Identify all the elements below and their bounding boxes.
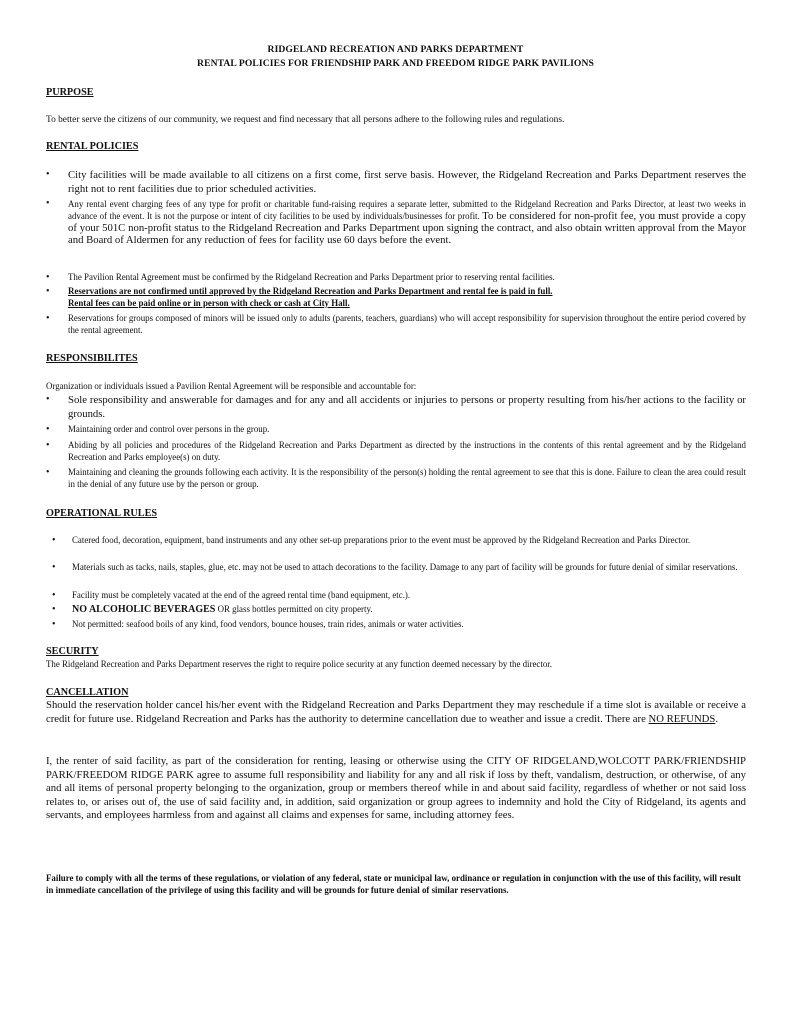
- operational-rule-text: Materials such as tacks, nails, staples, glue, etc. may not be used to attach decorations to the facility. Damage to any part of facility will be grounds for future denial of similar reservations.: [72, 562, 738, 572]
- rental-policy-text: City facilities will be made available to all citizens on a first come, first serve basis. However, the Ridgeland Recreation and Parks Department reserves the right not to rent facilities due to prior scheduled activities.: [68, 169, 746, 195]
- bullet-icon: •: [46, 286, 50, 297]
- security-heading: SECURITY: [46, 646, 99, 657]
- purpose-text: To better serve the citizens of our community, we request and find necessary that all persons adhere to the following rules and regulations.: [46, 115, 565, 125]
- rental-policy-text: [68, 198, 746, 246]
- bullet-icon: •: [46, 440, 50, 451]
- cancellation-body: Should the reservation holder cancel his/her event with the Ridgeland Recreation and Parks Department they may reschedule if a time slot is available or receive a credit for future use. Ridgeland Recreation and Parks has the authority to determine cancellation due to weather and issue a credit. There are: [46, 699, 746, 725]
- liability-agreement-text: I, the renter of said facility, as part of the consideration for renting, leasing or otherwise using the CITY OF RIDGELAND,WOLCOTT PARK/FRIENDSHIP PARK/FREEDOM RIDGE PARK agree to assume full responsibility and liability for any and all risk if loss by theft, vandalism, destruction, or otherwise, of any and all items of personal property belonging to the organization, group or members thereof while in and about said facility, regardless of whether or not said loss relates to, or arises out of, the use of said facility and, in addition, said organization or group agrees to indemnity and hold the City of Ridgeland, its agents and servants, and employees harmless from and against all claims and expenses for same, including attorney fees.: [46, 755, 746, 822]
- document-title-line-1: RIDGELAND RECREATION AND PARKS DEPARTMENT: [267, 44, 524, 55]
- rental-policy-text-part: To be considered for non-profit fee, you must provide a copy of your 501C non-profit status to the Ridgeland Recreation and Parks Department upon signing the contract, and also obtain written approval from the Mayor and Board of Aldermen for any reduction of fees for facility use 60 days before the event.: [68, 210, 746, 246]
- rental-policy-text: Reservations for groups composed of minors will be issued only to adults (parents, teachers, guardians) who will accept responsibility for supervision throughout the entire period covered by the rental agreement.: [68, 313, 746, 335]
- bullet-icon: •: [46, 467, 50, 478]
- purpose-heading: PURPOSE: [46, 87, 94, 98]
- responsibilities-intro: Organization or individuals issued a Pavilion Rental Agreement will be responsible and accountable for:: [46, 381, 417, 391]
- responsibility-text: Maintaining order and control over persons in the group.: [68, 424, 270, 434]
- document-title-line-2: RENTAL POLICIES FOR FRIENDSHIP PARK AND FREEDOM RIDGE PARK PAVILIONS: [197, 58, 594, 69]
- cancellation-text: [46, 699, 746, 726]
- operational-rule-text: Facility must be completely vacated at the end of the agreed rental time (band equipment, etc.).: [72, 590, 411, 600]
- bullet-icon: •: [46, 313, 50, 324]
- rental-policy-text: The Pavilion Rental Agreement must be confirmed by the Ridgeland Recreation and Parks Department prior to reserving rental facilities.: [68, 272, 555, 282]
- rental-policies-heading: RENTAL POLICIES: [46, 141, 139, 152]
- cancellation-end: .: [715, 712, 719, 725]
- responsibility-text: Maintaining and cleaning the grounds following each activity. It is the responsibility of the person(s) holding the rental agreement to see that this is done. Failure to clean the area could result in the denial of any future use by the person or group.: [68, 467, 746, 489]
- bullet-icon: •: [52, 619, 56, 630]
- operational-rule-text: [72, 604, 744, 616]
- compliance-warning-text: Failure to comply with all the terms of these regulations, or violation of any federal, state or municipal law, ordinance or regulation in conjunction with the use of this facility, will result in immediate cancellation of the privilege of using this facility and will be grounds for future denial of similar reservations.: [46, 873, 741, 895]
- bullet-icon: •: [46, 394, 50, 405]
- responsibility-text: Abiding by all policies and procedures of the Ridgeland Recreation and Parks Department as directed by the instructions in the contents of this rental agreement and by the Ridgeland Recreation and Parks employee(s) on duty.: [68, 440, 746, 462]
- bullet-icon: •: [46, 424, 50, 435]
- bullet-icon: •: [52, 535, 56, 546]
- rental-policy-text-part: Any rental event charging fees of any type for profit or charitable fund-raising requires a separate letter, submitted to the Ridgeland Recreation and Parks Director, at least two weeks in advance of the event. It is not the purpose or intent of city facilities to be used by individuals/businesses for profit.: [68, 199, 746, 221]
- rental-fees-text: Rental fees can be paid online or in person with check or cash at City Hall.: [68, 297, 350, 308]
- reservation-confirm-text: Reservations are not confirmed until approved by the Ridgeland Recreation and Parks Department and rental fee is paid in full.: [68, 286, 553, 296]
- operational-rule-text: Not permitted: seafood boils of any kind, food vendors, bounce houses, train rides, animals or water activities.: [72, 619, 464, 629]
- bullet-icon: •: [52, 562, 56, 573]
- responsibilities-heading: RESPONSIBILITES: [46, 353, 138, 364]
- bullet-icon: •: [46, 198, 50, 209]
- no-refunds-text: NO REFUNDS: [648, 712, 716, 725]
- rental-policy-text: [68, 286, 746, 310]
- operational-rules-heading: OPERATIONAL RULES: [46, 508, 158, 519]
- glass-bottles-text: OR glass bottles permitted on city property.: [215, 604, 373, 614]
- cancellation-heading: CANCELLATION: [46, 687, 129, 698]
- no-alcohol-text: NO ALCOHOLIC BEVERAGES: [72, 604, 216, 615]
- responsibility-text: Sole responsibility and answerable for damages and for any and all accidents or injuries to persons or property resulting from his/her actions to the facility or grounds.: [68, 394, 746, 420]
- bullet-icon: •: [52, 604, 56, 615]
- security-text: The Ridgeland Recreation and Parks Department reserves the right to require police security at any function deemed necessary by the director.: [46, 659, 552, 669]
- operational-rule-text: Catered food, decoration, equipment, band instruments and any other set-up preparations prior to the event must be approved by the Ridgeland Recreation and Parks Director.: [72, 535, 691, 545]
- bullet-icon: •: [52, 590, 56, 601]
- bullet-icon: •: [46, 169, 50, 180]
- bullet-icon: •: [46, 272, 50, 283]
